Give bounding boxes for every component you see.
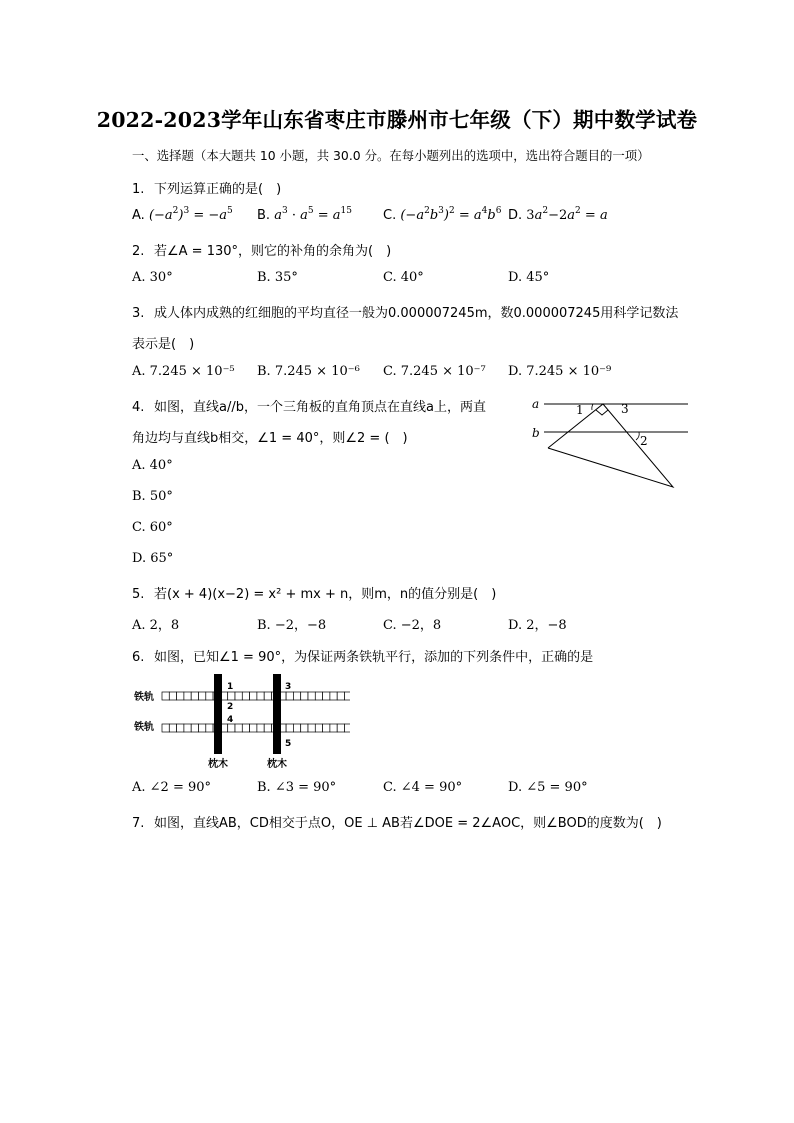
q1-option-a: A. $(-a^2)^3 = -a^5$ <box>132 206 233 223</box>
rail-segment <box>323 692 330 700</box>
question-3 <box>132 302 678 321</box>
rail-segment <box>257 692 264 700</box>
question-number: 7. <box>132 816 145 831</box>
label-angle-1: 1 <box>576 403 584 417</box>
rail-segment <box>345 692 351 700</box>
q6-option-b: B. ∠3 = 90° <box>257 780 337 795</box>
rail-segment <box>169 692 176 700</box>
sleeper-right <box>273 674 281 754</box>
rail-segment <box>206 724 213 732</box>
q4-option-b: B. 50° <box>132 489 173 504</box>
question-4-line-2: 角边均与直线b相交，∠1 = 40°，则∠2 = ( ) <box>132 431 408 446</box>
rail-segment <box>308 724 315 732</box>
label-angle-2: 2 <box>640 434 648 448</box>
question-3-line-2: 表示是( ) <box>132 337 195 352</box>
rail-segment <box>293 724 300 732</box>
rail-segment <box>162 724 169 732</box>
rail-segment <box>330 692 337 700</box>
q1-option-b: B. $a^3 \cdot a^5 = a^{15}$ <box>257 206 352 223</box>
question-number: 4. <box>132 400 145 415</box>
question-stem: 下列运算正确的是( ) <box>154 182 282 197</box>
triangle-ruler <box>548 404 673 487</box>
rail-segment <box>337 692 344 700</box>
rail-segment <box>315 724 322 732</box>
q3-option-c: C. 7.245 × 10⁻⁷ <box>383 364 486 379</box>
q6-option-c: C. ∠4 = 90° <box>383 780 463 795</box>
rail-segment <box>257 724 264 732</box>
q1-option-c: C. $(-a^2b^3)^2 = a^4b^6$ <box>383 206 502 223</box>
rail-segment <box>184 692 191 700</box>
q5-option-d: D. 2，−8 <box>508 618 567 633</box>
label-angle-2: 2 <box>227 702 234 712</box>
q5-option-c: C. −2，8 <box>383 618 442 633</box>
q3-option-b: B. 7.245 × 10⁻⁶ <box>257 364 360 379</box>
label-angle-4: 4 <box>227 715 234 725</box>
rail-segment <box>337 724 344 732</box>
q2-option-a: A. 30° <box>132 270 173 285</box>
question-number: 6. <box>132 650 145 665</box>
rail-top <box>162 692 350 700</box>
q2-option-c: C. 40° <box>383 270 424 285</box>
label-sleeper-right: 枕木 <box>267 759 287 770</box>
rail-segment <box>191 724 198 732</box>
rail-bottom <box>162 724 350 732</box>
q2-option-b: B. 35° <box>257 270 298 285</box>
rail-segment <box>206 692 213 700</box>
rail-segment <box>169 724 176 732</box>
rail-segment <box>199 692 206 700</box>
q4-figure-parallel-lines-triangle <box>528 390 698 494</box>
rail-segment <box>286 692 293 700</box>
question-4 <box>132 396 486 415</box>
q3-option-d: D. 7.245 × 10⁻⁹ <box>508 364 612 379</box>
label-rail-bottom: 铁轨 <box>134 722 154 733</box>
rail-segment <box>286 724 293 732</box>
label-b: b <box>532 426 540 440</box>
rail-segment <box>293 692 300 700</box>
rail-segment <box>235 724 242 732</box>
rail-segment <box>330 724 337 732</box>
section-heading: 一、选择题（本大题共 10 小题，共 30.0 分。在每小题列出的选项中，选出符合题目的一项） <box>132 148 650 163</box>
label-angle-3: 3 <box>621 402 629 416</box>
label-sleeper-left: 枕木 <box>208 759 228 770</box>
rail-segment <box>308 692 315 700</box>
rail-segment <box>184 724 191 732</box>
rail-segment <box>162 692 169 700</box>
rail-segment <box>301 692 308 700</box>
question-7 <box>132 812 662 831</box>
rail-segment <box>177 724 184 732</box>
q6-option-a: A. ∠2 = 90° <box>132 780 212 795</box>
question-6 <box>132 646 593 665</box>
question-stem: 如图，已知∠1 = 90°，为保证两条铁轨平行，添加的下列条件中，正确的是 <box>154 650 594 665</box>
q2-option-d: D. 45° <box>508 270 550 285</box>
angle-2-arc <box>636 432 639 440</box>
rail-segment <box>315 692 322 700</box>
q6-option-d: D. ∠5 = 90° <box>508 780 588 795</box>
rail-segment <box>235 692 242 700</box>
label-rail-top: 铁轨 <box>134 692 154 703</box>
question-1 <box>132 178 281 197</box>
rail-segment <box>301 724 308 732</box>
question-number: 3. <box>132 306 145 321</box>
question-number: 2. <box>132 244 145 259</box>
question-number: 1. <box>132 182 145 197</box>
q5-option-a: A. 2，8 <box>132 618 180 633</box>
question-stem: 若(x + 4)(x−2) = x² + mx + n，则m，n的值分别是( ) <box>154 587 497 602</box>
label-angle-3: 3 <box>285 682 292 692</box>
q4-option-a: A. 40° <box>132 458 173 473</box>
rail-segment <box>199 724 206 732</box>
q6-figure-railway <box>130 672 350 772</box>
label-a: a <box>532 397 540 411</box>
rail-segment <box>242 692 249 700</box>
q3-option-a: A. 7.245 × 10⁻⁵ <box>132 364 235 379</box>
page-title: 2022-2023学年山东省枣庄市滕州市七年级（下）期中数学试卷 <box>96 108 698 132</box>
rail-segment <box>177 692 184 700</box>
question-stem-line-1: 成人体内成熟的红细胞的平均直径一般为0.000007245m，数0.000007245用科学记数法 <box>154 306 679 321</box>
rail-segment <box>345 724 351 732</box>
q5-option-b: B. −2，−8 <box>257 618 327 633</box>
rail-segment <box>250 724 257 732</box>
rail-segment <box>250 692 257 700</box>
rail-segment <box>264 692 271 700</box>
label-angle-5: 5 <box>285 739 292 749</box>
rail-segment <box>242 724 249 732</box>
question-stem: 若∠A = 130°，则它的补角的余角为( ) <box>154 244 392 259</box>
rail-segment <box>264 724 271 732</box>
rail-segment <box>191 692 198 700</box>
q4-option-d: D. 65° <box>132 551 174 566</box>
question-stem-line-1: 如图，直线a//b，一个三角板的直角顶点在直线a上，两直 <box>154 400 486 415</box>
rail-segment <box>228 724 235 732</box>
angle-1-arc <box>592 404 593 410</box>
question-number: 5. <box>132 587 145 602</box>
right-angle-mark <box>596 410 608 415</box>
sleeper-left <box>214 674 222 754</box>
question-2 <box>132 240 391 259</box>
question-5 <box>132 583 496 602</box>
q4-option-c: C. 60° <box>132 520 173 535</box>
label-angle-1: 1 <box>227 682 234 692</box>
rail-segment <box>323 724 330 732</box>
q1-option-d: D. $3a^2-2a^2 = a$ <box>508 206 608 223</box>
question-stem: 如图，直线AB，CD相交于点O，OE ⊥ AB若∠DOE = 2∠AOC，则∠BOD的度数为( ) <box>154 816 662 831</box>
rail-segment <box>228 692 235 700</box>
